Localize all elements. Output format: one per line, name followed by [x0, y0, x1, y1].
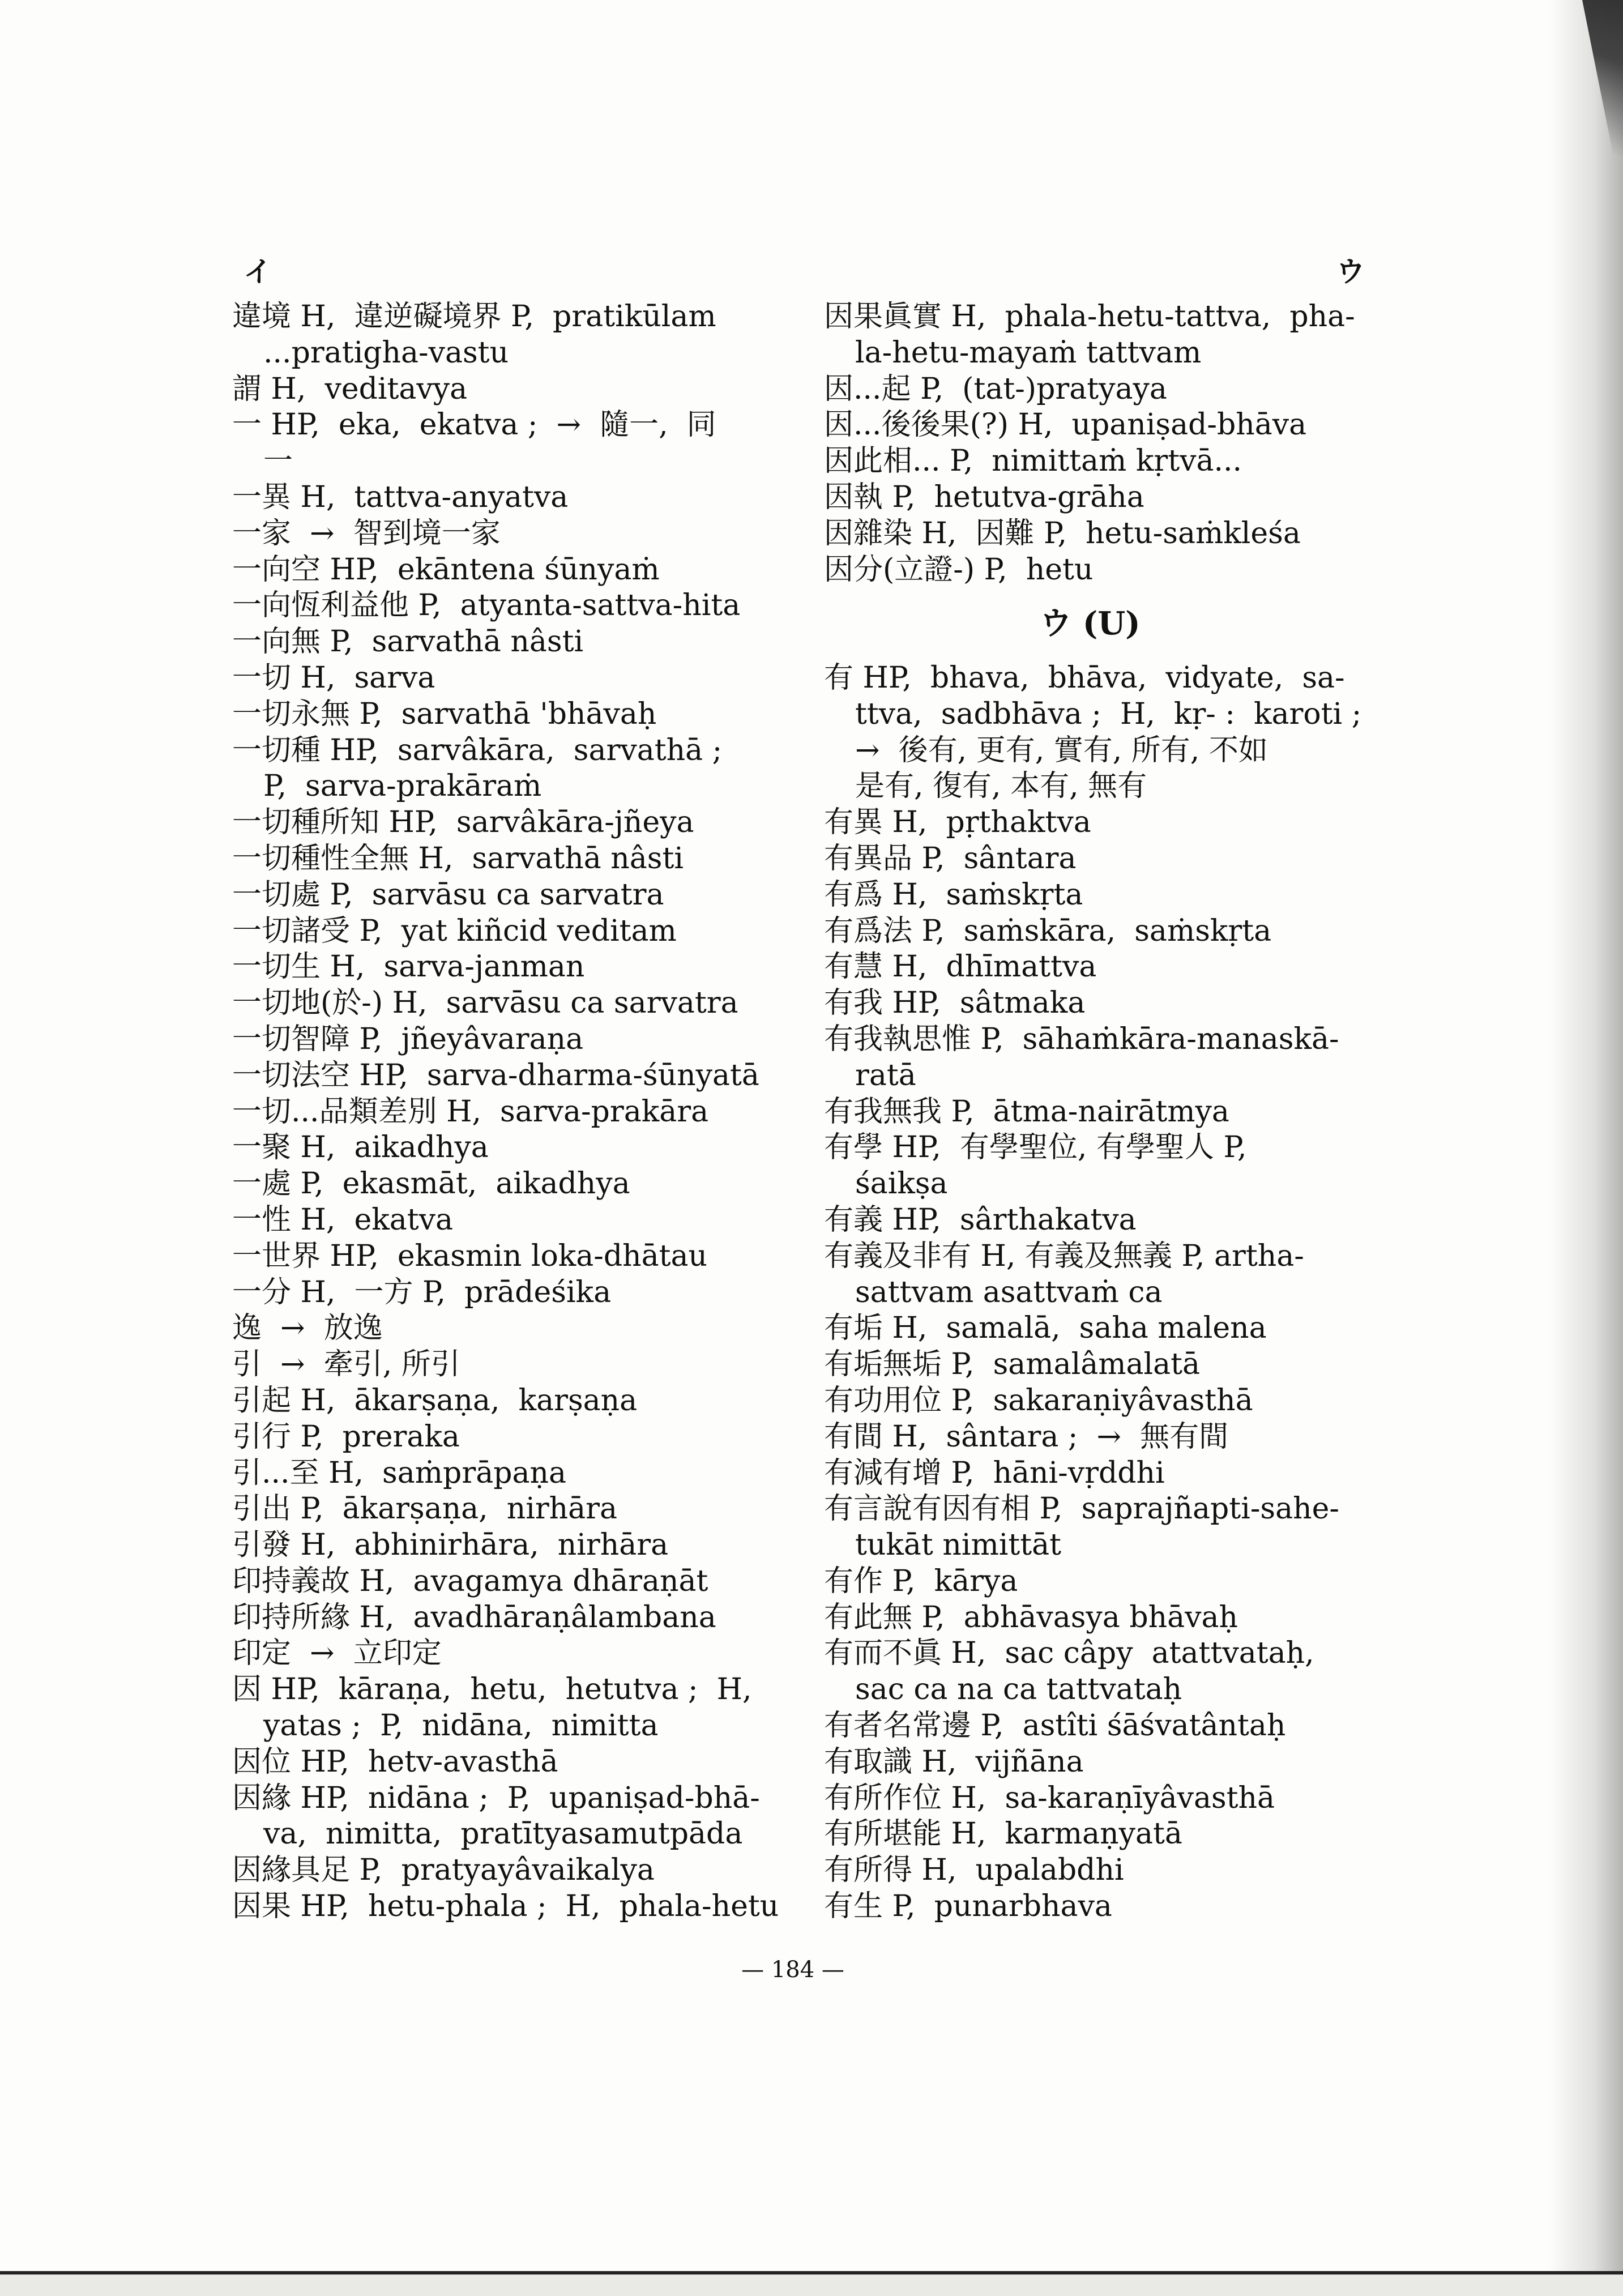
- dictionary-entry: 逸 → 放逸: [232, 1311, 383, 1346]
- dictionary-entry: 引 → 牽引, 所引: [232, 1347, 460, 1382]
- dictionary-entry: 一向空 HP, ekāntena śūnyaṁ: [232, 552, 660, 587]
- dictionary-entry: 印持義故 H, avagamya dhāraṇāt: [232, 1564, 708, 1598]
- entry-continuation: → 後有, 更有, 實有, 所有, 不如: [855, 733, 1268, 767]
- dictionary-entry: 引...至 H, saṁprāpaṇa: [232, 1456, 566, 1490]
- left-column: [232, 299, 779, 1925]
- dictionary-entry: 有所得 H, upalabdhi: [824, 1853, 1124, 1888]
- dictionary-entry: 有減有增 P, hāni-vṛddhi: [824, 1456, 1165, 1490]
- dictionary-entry: 一切處 P, sarvāsu ca sarvatra: [232, 877, 664, 912]
- dictionary-entry: 因...起 P, (tat-)pratyaya: [824, 372, 1167, 406]
- dictionary-entry: 印定 → 立印定: [232, 1636, 442, 1671]
- dictionary-entry: 有所作位 H, sa-karaṇīyâvasthā: [824, 1781, 1275, 1815]
- binding-shadow: [1549, 0, 1623, 2296]
- right-column-bottom: [824, 660, 1362, 1925]
- entry-continuation: sac ca na ca tattvataḥ: [855, 1672, 1182, 1707]
- dictionary-entry: 有垢無垢 P, samalâmalatā: [824, 1347, 1201, 1382]
- dictionary-entry: 一切種 HP, sarvâkāra, sarvathā ;: [232, 733, 723, 767]
- dictionary-entry: 因執 P, hetutva-grāha: [824, 480, 1144, 514]
- dictionary-entry: 因緣 HP, nidāna ; P, upaniṣad-bhā-: [232, 1781, 760, 1815]
- dictionary-entry: 有義 HP, sârthakatva: [824, 1202, 1137, 1237]
- dictionary-entry: 一異 H, tattva-anyatva: [232, 480, 569, 514]
- section-heading: ウ (U): [1040, 605, 1141, 643]
- entry-continuation: ratā: [855, 1058, 916, 1092]
- dictionary-entry: 有而不眞 H, sac câpy atattvataḥ,: [824, 1636, 1314, 1671]
- dictionary-entry: 引行 P, preraka: [232, 1419, 460, 1454]
- dictionary-entry: 有者名常邊 P, astîti śāśvatântaḥ: [824, 1709, 1286, 1743]
- entry-continuation: ...pratigha-vastu: [263, 335, 509, 370]
- dictionary-entry: 有言說有因有相 P, saprajñapti-sahe-: [824, 1492, 1339, 1526]
- dictionary-entry: 引出 P, ākarṣaṇa, nirhāra: [232, 1492, 618, 1526]
- dictionary-entry: 有爲 H, saṁskṛta: [824, 877, 1083, 912]
- dictionary-entry: 有作 P, kārya: [824, 1564, 1018, 1598]
- dictionary-entry: 一切諸受 P, yat kiñcid veditam: [232, 914, 677, 948]
- dictionary-entry: 一向無 P, sarvathā nâsti: [232, 625, 584, 659]
- dictionary-entry: 一切智障 P, jñeyâvaraṇa: [232, 1022, 584, 1056]
- dictionary-entry: 有慧 H, dhīmattva: [824, 950, 1097, 984]
- dictionary-entry: 一切種所知 HP, sarvâkāra-jñeya: [232, 805, 694, 840]
- entry-continuation: 是有, 復有, 本有, 無有: [855, 769, 1147, 804]
- dictionary-entry: 違境 H, 違逆礙境界 P, pratikūlam: [232, 300, 716, 334]
- dictionary-entry: 有爲法 P, saṁskāra, saṁskṛta: [824, 914, 1272, 948]
- entry-continuation: 一: [263, 444, 293, 479]
- dictionary-entry: 一切法空 HP, sarva-dharma-śūnyatā: [232, 1058, 759, 1092]
- right-column: [824, 299, 1362, 1925]
- entry-continuation: tukāt nimittāt: [855, 1528, 1062, 1563]
- dictionary-entry: 有取識 H, vijñāna: [824, 1744, 1084, 1779]
- dictionary-entry: 有生 P, punarbhava: [824, 1889, 1112, 1924]
- header-left-kana: イ: [244, 255, 272, 288]
- header-right-kana: ウ: [1336, 255, 1365, 288]
- dictionary-entry: 有 HP, bhava, bhāva, vidyate, sa-: [824, 660, 1345, 695]
- dictionary-entry: 一性 H, ekatva: [232, 1202, 454, 1237]
- dictionary-entry: 有異品 P, sântara: [824, 841, 1077, 876]
- dictionary-entry: 因緣具足 P, pratyayâvaikalya: [232, 1853, 655, 1888]
- entry-continuation: sattvam asattvaṁ ca: [855, 1275, 1163, 1309]
- dictionary-entry: 因...後後果(?) H, upaniṣad-bhāva: [824, 408, 1307, 442]
- dictionary-entry: 因果 HP, hetu-phala ; H, phala-hetu: [232, 1889, 779, 1924]
- dictionary-entry: 一 HP, eka, ekatva ; → 隨一, 同: [232, 408, 716, 442]
- dictionary-entry: 有間 H, sântara ; → 無有間: [824, 1419, 1229, 1454]
- dictionary-entry: 有異 H, pṛthaktva: [824, 805, 1091, 840]
- dictionary-entry: 一處 P, ekasmāt, aikadhya: [232, 1167, 630, 1201]
- dictionary-entry: 謂 H, veditavya: [232, 372, 468, 406]
- dictionary-entry: 一分 H, 一方 P, prādeśika: [232, 1275, 612, 1309]
- dictionary-entry: 有義及非有 H, 有義及無義 P, artha-: [824, 1239, 1304, 1273]
- dictionary-entry: 有我無我 P, ātma-nairātmya: [824, 1094, 1229, 1129]
- dictionary-entry: 因 HP, kāraṇa, hetu, hetutva ; H,: [232, 1672, 752, 1707]
- dictionary-entry: 因位 HP, hetv-avasthā: [232, 1744, 558, 1779]
- entry-continuation: la-hetu-mayaṁ tattvam: [855, 335, 1202, 370]
- dictionary-entry: 引起 H, ākarṣaṇa, karṣaṇa: [232, 1383, 638, 1418]
- entry-continuation: ttva, sadbhāva ; H, kṛ- : karoti ;: [855, 697, 1362, 731]
- entry-continuation: va, nimitta, pratītyasamutpāda: [263, 1817, 743, 1851]
- dictionary-entry: 有功用位 P, sakaraṇiyâvasthā: [824, 1383, 1253, 1418]
- dictionary-entry: 一聚 H, aikadhya: [232, 1130, 489, 1165]
- dictionary-entry: 有所堪能 H, karmaṇyatā: [824, 1817, 1182, 1851]
- dictionary-entry: 一向恆利益他 P, atyanta-sattva-hita: [232, 588, 741, 623]
- dictionary-entry: 有此無 P, abhāvasya bhāvaḥ: [824, 1600, 1238, 1634]
- dictionary-entry: 有我 HP, sâtmaka: [824, 986, 1086, 1021]
- dictionary-entry: 引發 H, abhinirhāra, nirhāra: [232, 1528, 669, 1563]
- dictionary-entry: 因此相... P, nimittaṁ kṛtvā...: [824, 444, 1242, 479]
- bottom-edge: [0, 2274, 1623, 2296]
- dictionary-entry: 有我執思惟 P, sāhaṁkāra-manaskā-: [824, 1022, 1339, 1056]
- dictionary-entry: 一切地(於-) H, sarvāsu ca sarvatra: [232, 986, 738, 1021]
- page-number: — 184 —: [741, 1957, 844, 1983]
- dictionary-entry: 一切 H, sarva: [232, 660, 435, 695]
- dictionary-entry: 一切永無 P, sarvathā 'bhāvaḥ: [232, 697, 657, 731]
- dictionary-entry: 一世界 HP, ekasmin loka-dhātau: [232, 1239, 708, 1273]
- dictionary-entry: 一切...品類差別 H, sarva-prakāra: [232, 1094, 709, 1129]
- dictionary-entry: 一切種性全無 H, sarvathā nâsti: [232, 841, 684, 876]
- dictionary-entry: 一切生 H, sarva-janman: [232, 950, 585, 984]
- dictionary-entry: 有學 HP, 有學聖位, 有學聖人 P,: [824, 1130, 1247, 1165]
- dictionary-entry: 因雜染 H, 因難 P, hetu-saṁkleśa: [824, 516, 1301, 550]
- dictionary-entry: 一家 → 智到境一家: [232, 516, 501, 550]
- dictionary-entry: 有垢 H, samalā, saha malena: [824, 1311, 1267, 1346]
- right-column-top: [824, 299, 1356, 588]
- dictionary-entry: 因果眞實 H, phala-hetu-tattva, pha-: [824, 300, 1355, 334]
- entry-continuation: P, sarva-prakāraṁ: [263, 769, 542, 804]
- entry-continuation: yatas ; P, nidāna, nimitta: [263, 1709, 659, 1743]
- dictionary-entry: 印持所緣 H, avadhāraṇâlambana: [232, 1600, 716, 1634]
- dictionary-entry: 因分(立證-) P, hetu: [824, 552, 1094, 587]
- entry-continuation: śaikṣa: [855, 1167, 948, 1201]
